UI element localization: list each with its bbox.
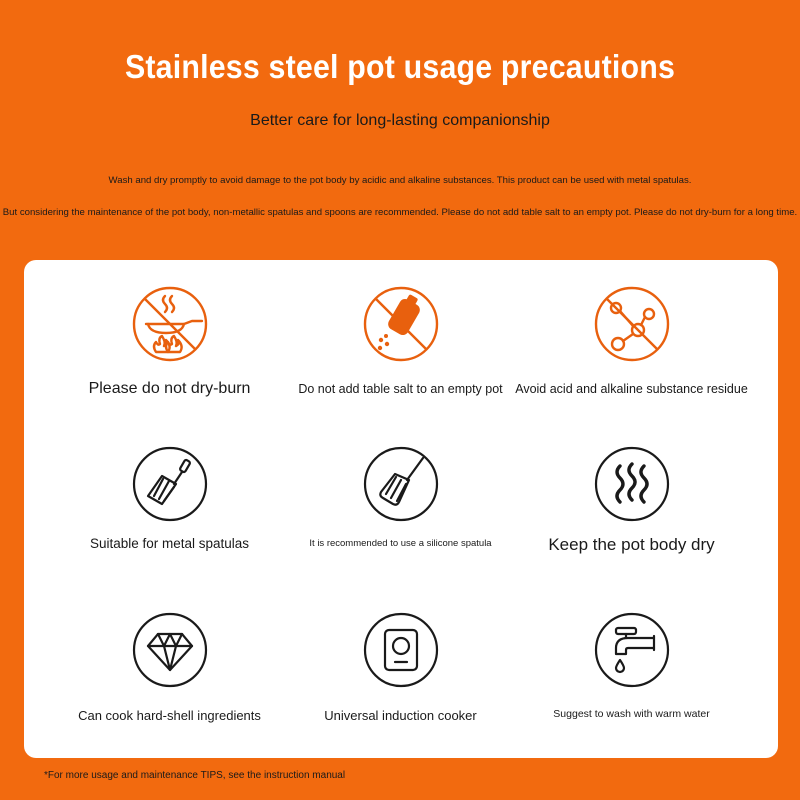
induction-cooker-icon <box>363 612 439 688</box>
metal-spatula-icon <box>132 446 208 522</box>
precaution-item-silicone-spatula <box>275 426 526 592</box>
footnote: *For more usage and maintenance TIPS, see the instruction manual <box>44 770 346 781</box>
no-acid-alkaline-icon <box>594 286 670 362</box>
silicone-spatula-icon <box>363 446 439 522</box>
faucet-icon <box>594 612 670 688</box>
precaution-item-keep-dry <box>506 426 757 592</box>
precaution-item-dry-burn <box>44 260 295 426</box>
precaution-item-warm-water <box>506 592 757 758</box>
diamond-icon <box>132 612 208 688</box>
description-line-2: But considering the maintenance of the pot body, non-metallic spatulas and spoons are recommended. Please do not add table salt to an empty pot. Please do not dry-burn for a long time. <box>2 207 798 218</box>
no-salt-icon <box>363 286 439 362</box>
precaution-label: Do not add table salt to an empty pot <box>298 382 503 396</box>
precaution-label: Suggest to wash with warm water <box>553 708 710 720</box>
precaution-label: Please do not dry-burn <box>88 380 251 397</box>
precaution-item-acid-alkaline <box>506 260 757 426</box>
no-dry-burn-icon <box>132 286 208 362</box>
page-title: Stainless steel pot usage precautions <box>124 48 676 85</box>
precautions-card <box>24 260 778 758</box>
page-subtitle: Better care for long-lasting companionship <box>250 112 550 129</box>
precaution-label: It is recommended to use a silicone spatula <box>309 538 492 549</box>
precaution-label: Suitable for metal spatulas <box>89 536 250 551</box>
precaution-item-hard-shell <box>44 592 295 758</box>
precaution-label: Keep the pot body dry <box>548 535 715 554</box>
precaution-label: Universal induction cooker <box>324 708 477 723</box>
precaution-item-induction <box>275 592 526 758</box>
description-line-1: Wash and dry promptly to avoid damage to the pot body by acidic and alkaline substances. This product can be used with metal spatulas. <box>108 175 692 186</box>
precaution-label: Can cook hard-shell ingredients <box>78 708 261 723</box>
precaution-label: Avoid acid and alkaline substance residue <box>515 382 748 396</box>
precaution-item-metal-spatula <box>44 426 295 592</box>
steam-dry-icon <box>594 446 670 522</box>
precaution-item-salt <box>275 260 526 426</box>
